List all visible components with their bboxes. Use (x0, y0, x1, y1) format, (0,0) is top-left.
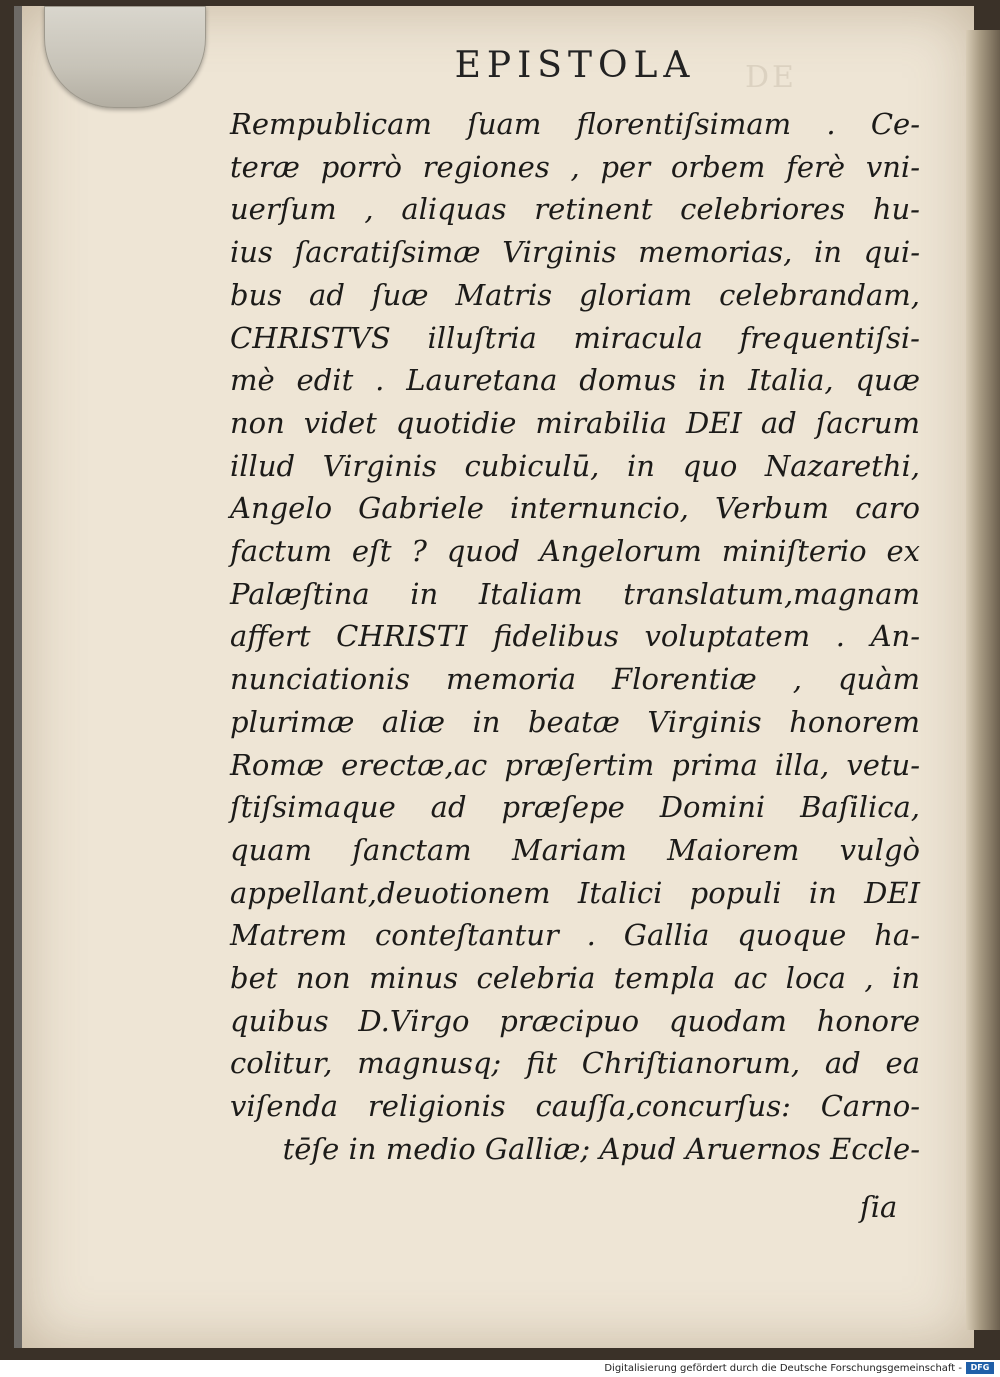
text-line: tēſe in medio Galliæ; Apud Aruernos Eccle- (282, 1131, 920, 1166)
footer-credit: Digitalisierung gefördert durch die Deutsche Forschungsgemeinschaft - (604, 1363, 962, 1374)
text-line: viſenda religionis cauſſa,concurſus: Carno- (230, 1089, 920, 1124)
body-text (230, 103, 920, 1171)
text-line: mè edit . Lauretana domus in Italia, quæ (230, 363, 920, 398)
text-line: Angelo Gabriele internuncio, Verbum caro (230, 491, 920, 526)
text-line: non videt quotidie mirabilia DEI ad ſacrum (230, 405, 920, 440)
text-line: ius ſacratiſsimæ Virginis memorias, in qui- (230, 235, 920, 270)
text-line: teræ porrò regiones , per orbem ferè vni- (230, 149, 920, 184)
text-line: quam ſanctam Mariam Maiorem vulgò (230, 832, 920, 867)
text-line: colitur, magnusq; fit Chriſtianorum, ad ea (230, 1046, 920, 1081)
dfg-logo: DFG (966, 1362, 994, 1374)
text-line: appellant,deuotionem Italici populi in DEI (230, 875, 920, 910)
bleed-through-text: DE (745, 60, 797, 95)
digitization-footer (0, 1360, 1000, 1377)
text-line: Rempublicam ſuam florentiſsimam . Ce- (230, 107, 920, 141)
text-line: bus ad ſuæ Matris gloriam celebrandam, (230, 277, 920, 312)
text-line: affert CHRISTI fidelibus voluptatem . An- (230, 619, 920, 654)
text-line: nunciationis memoria Florentiæ , quàm (230, 662, 920, 697)
text-line: Palæſtina in Italiam translatum,magnam (230, 576, 920, 611)
catchword: ſia (860, 1190, 898, 1224)
text-line: Romæ erectæ,ac præſertim prima illa, vetu- (230, 747, 920, 782)
text-line: CHRISTVS illuſtria miracula frequentiſsi- (230, 320, 920, 355)
text-line: Matrem conteſtantur . Gallia quoque ha- (230, 918, 920, 953)
running-header: EPISTOLA (454, 45, 696, 86)
text-line: illud Virginis cubiculū, in quo Nazarethi, (230, 448, 920, 483)
text-line: bet non minus celebria templa ac loca , in (230, 961, 920, 996)
page-edge (966, 30, 1000, 1330)
text-line: plurimæ aliæ in beatæ Virginis honorem (230, 704, 920, 739)
text-line: factum eſt ? quod Angelorum miniſterio ex (230, 534, 920, 569)
text-line: uerſum , aliquas retinent celebriores hu- (230, 192, 920, 227)
text-line: quibus D.Virgo præcipuo quodam honore (230, 1003, 920, 1038)
text-line: ſtiſsimaque ad præſepe Domini Baſilica, (230, 790, 920, 825)
